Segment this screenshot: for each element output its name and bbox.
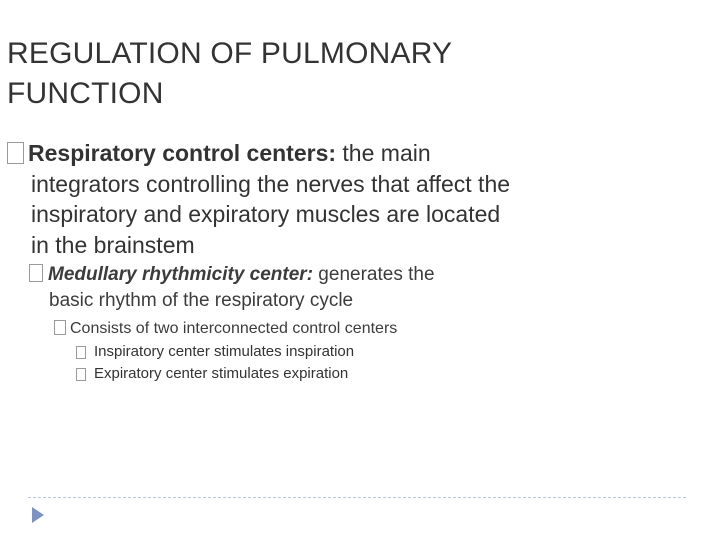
bullet-level-2 — [29, 262, 589, 314]
bullet-level-4-text: Inspiratory center stimulates inspiration — [94, 343, 355, 360]
bullet-level-4-text: Expiratory center stimulates expiration — [94, 365, 349, 382]
slide-title — [7, 34, 707, 114]
bullet-level-1 — [7, 138, 607, 260]
square-bullet-icon — [7, 142, 24, 164]
square-bullet-icon — [76, 368, 86, 381]
slide-title-line-2: FUNCTION — [7, 77, 164, 110]
square-bullet-icon — [76, 346, 86, 359]
play-triangle-icon[interactable] — [32, 507, 44, 523]
bullet-level-1-line-4: in the brainstem — [31, 231, 195, 258]
bullet-level-1-line-3: inspiratory and expiratory muscles are located — [31, 201, 501, 227]
square-bullet-icon — [29, 264, 43, 282]
bullet-level-1-text-first: the main — [336, 140, 431, 166]
bullet-level-3-text: Consists of two interconnected control centers — [70, 320, 398, 337]
footer-divider — [28, 497, 686, 498]
bullet-level-2-text-first: generates the — [313, 264, 435, 285]
bullet-level-2-line-2: basic rhythm of the respiratory cycle — [49, 290, 354, 311]
bullet-level-2-bold: Medullary rhythmicity center: — [48, 264, 314, 285]
slide-title-line-1: REGULATION OF PULMONARY — [7, 37, 453, 70]
bullet-level-1-bold: Respiratory control centers: — [28, 140, 337, 166]
square-bullet-icon — [54, 320, 66, 335]
bullet-level-1-line-2: integrators controlling the nerves that affect the — [31, 170, 511, 197]
bullet-level-4-list — [76, 341, 556, 385]
bullet-level-3 — [54, 318, 554, 339]
list-item — [76, 363, 556, 385]
list-item — [76, 341, 556, 363]
